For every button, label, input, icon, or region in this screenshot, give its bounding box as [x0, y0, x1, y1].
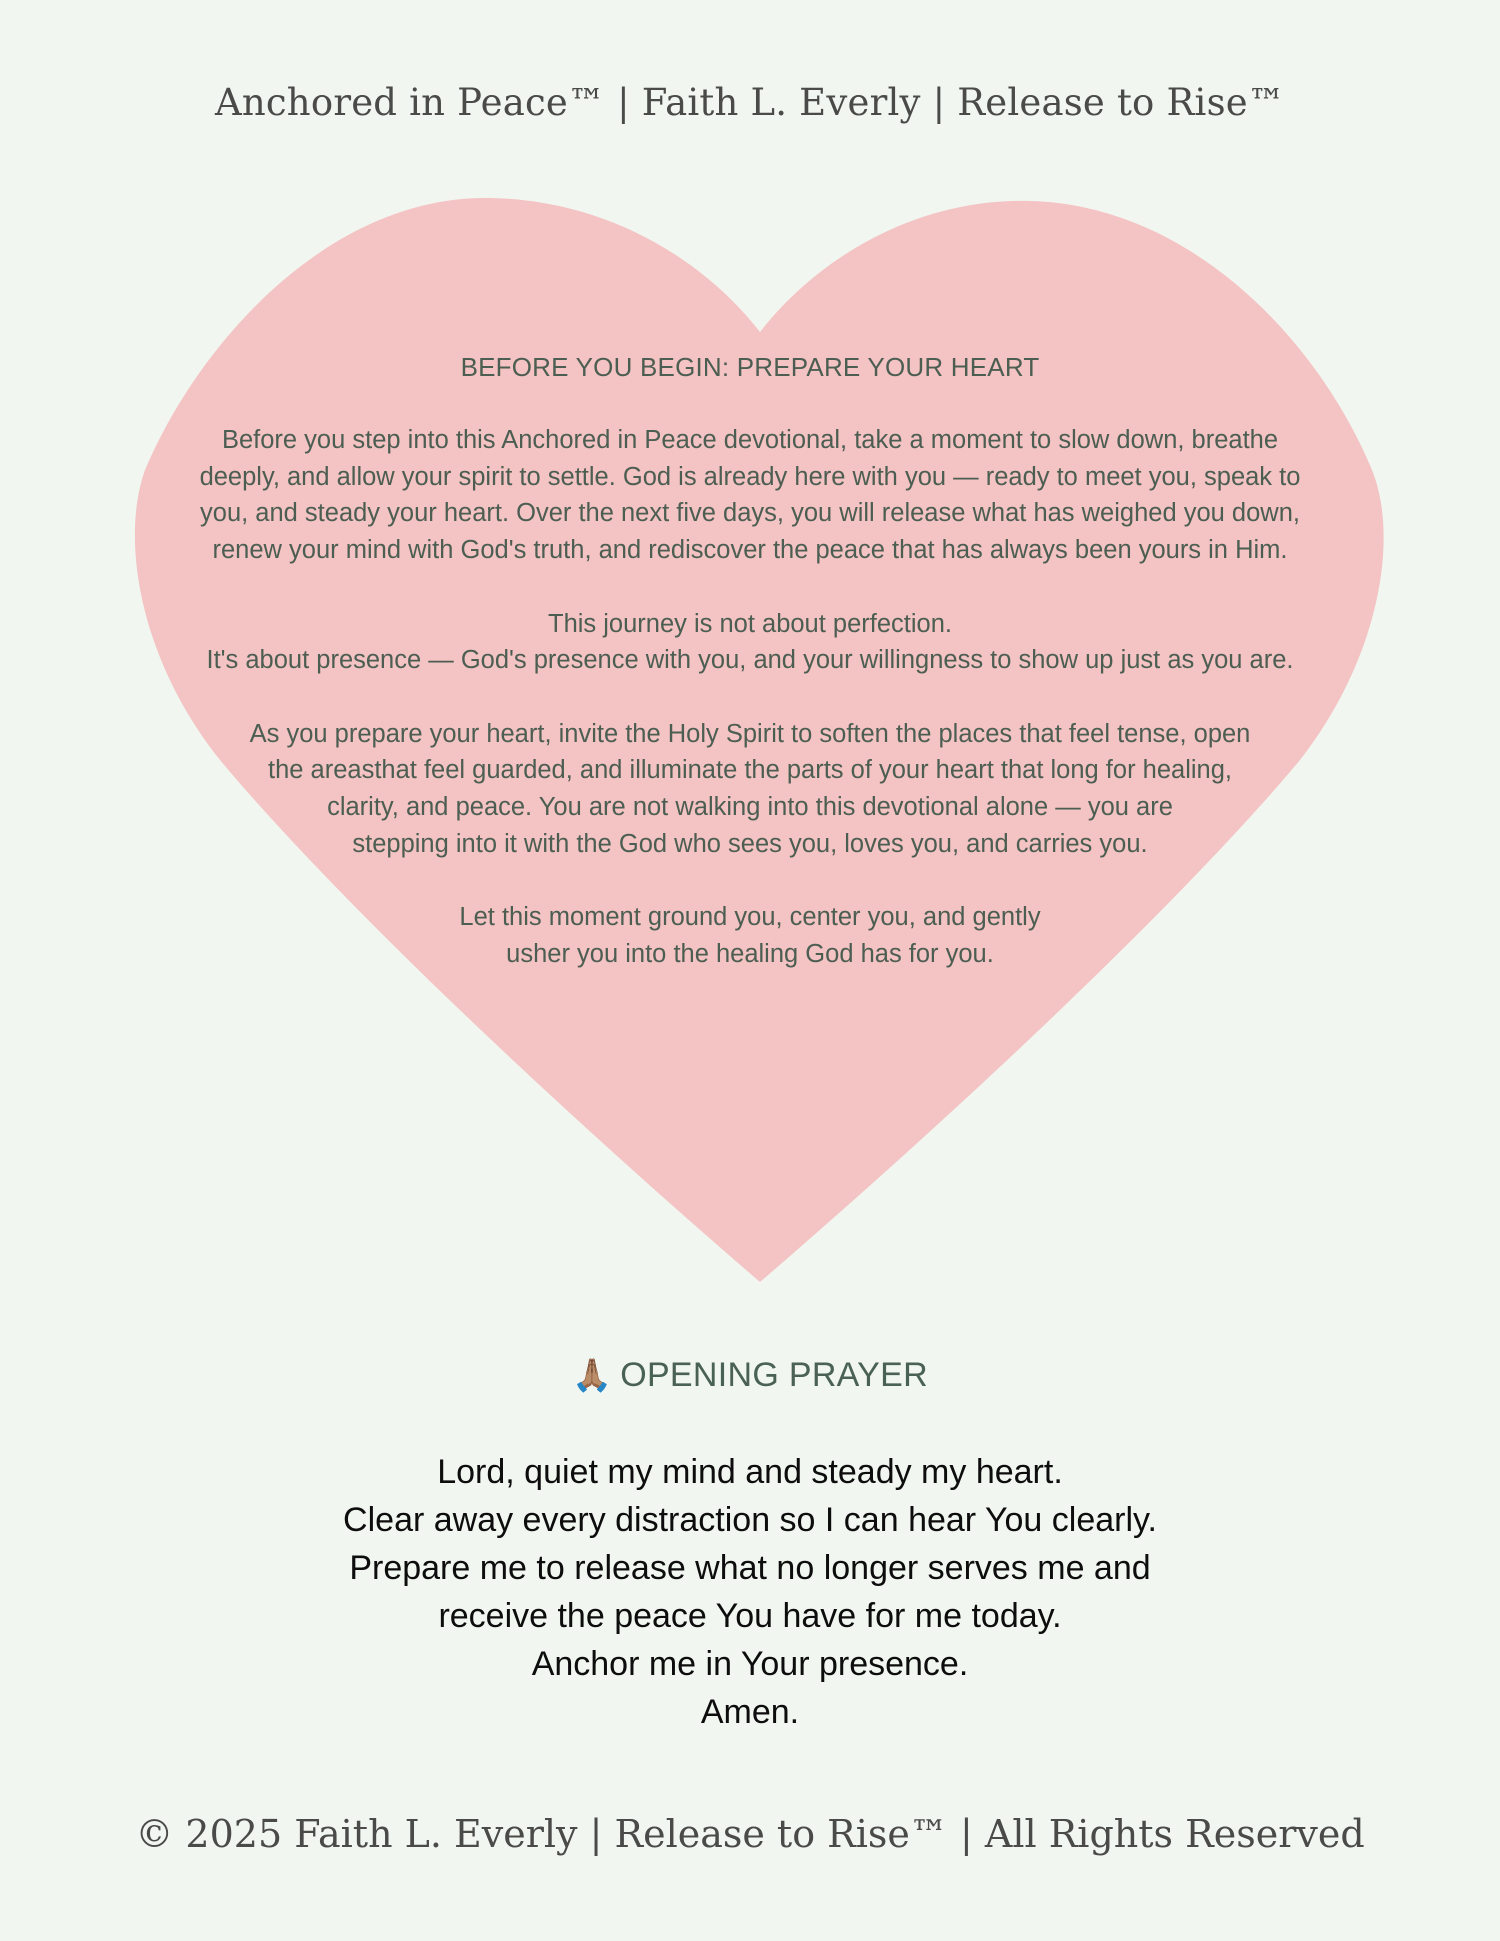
- paragraph-line: Before you step into this Anchored in Peace devotional, take a moment to slow down, breathe: [221, 426, 1279, 454]
- heart-paragraph-2: [165, 606, 1335, 679]
- paragraph-line: Let this moment ground you, center you, and gently: [459, 903, 1041, 932]
- prayer-heading-label: OPENING PRAYER: [620, 1356, 928, 1394]
- prayer-body: [0, 1448, 1500, 1736]
- paragraph-line: you, and steady your heart. Over the next five days, you will release what has weighed you down,: [200, 499, 1300, 528]
- paragraph-line: As you prepare your heart, invite the Holy Spirit to soften the places that feel tense, open: [249, 719, 1251, 748]
- prayer-line: Amen.: [700, 1693, 800, 1731]
- paragraph-line: usher you into the healing God has for you.: [506, 939, 994, 968]
- prayer-line: Lord, quiet my mind and steady my heart.: [437, 1453, 1063, 1491]
- paragraph-line: It's about presence — God's presence with you, and your willingness to show up just as you are.: [206, 646, 1294, 675]
- paragraph-line: deeply, and allow your spirit to settle. God is already here with you — ready to meet you, speak to: [199, 462, 1301, 491]
- prayer-line: Anchor me in Your presence.: [531, 1645, 969, 1683]
- paragraph-line: stepping into it with the God who sees you, loves you, and carries you.: [352, 829, 1148, 858]
- heart-content: [165, 349, 1335, 1009]
- heart-paragraph-4: [165, 899, 1335, 972]
- page-header: Anchored in Peace™ | Faith L. Everly | Release to Rise™: [214, 81, 1286, 124]
- paragraph-line: renew your mind with God's truth, and rediscover the peace that has always been yours in Him.: [212, 536, 1288, 565]
- prayer-line: receive the peace You have for me today.: [438, 1597, 1062, 1635]
- copyright-footer: © 2025 Faith L. Everly | Release to Rise™ | All Rights Reserved: [135, 1812, 1365, 1856]
- praying-hands-icon: 🙏🏽: [572, 1357, 613, 1393]
- paragraph-line: the areasthat feel guarded, and illuminate the parts of your heart that long for healing,: [268, 756, 1232, 785]
- prayer-line: Clear away every distraction so I can hear You clearly.: [343, 1501, 1157, 1539]
- heart-paragraph-1: [165, 422, 1335, 569]
- opening-prayer-heading: [0, 1352, 1500, 1398]
- prayer-line: Prepare me to release what no longer serves me and: [349, 1549, 1151, 1587]
- heart-title: BEFORE YOU BEGIN: PREPARE YOUR HEART: [460, 352, 1040, 382]
- paragraph-line: This journey is not about perfection.: [548, 609, 952, 638]
- paragraph-line: clarity, and peace. You are not walking into this devotional alone — you are: [327, 793, 1173, 821]
- heart-paragraph-3: [165, 716, 1335, 863]
